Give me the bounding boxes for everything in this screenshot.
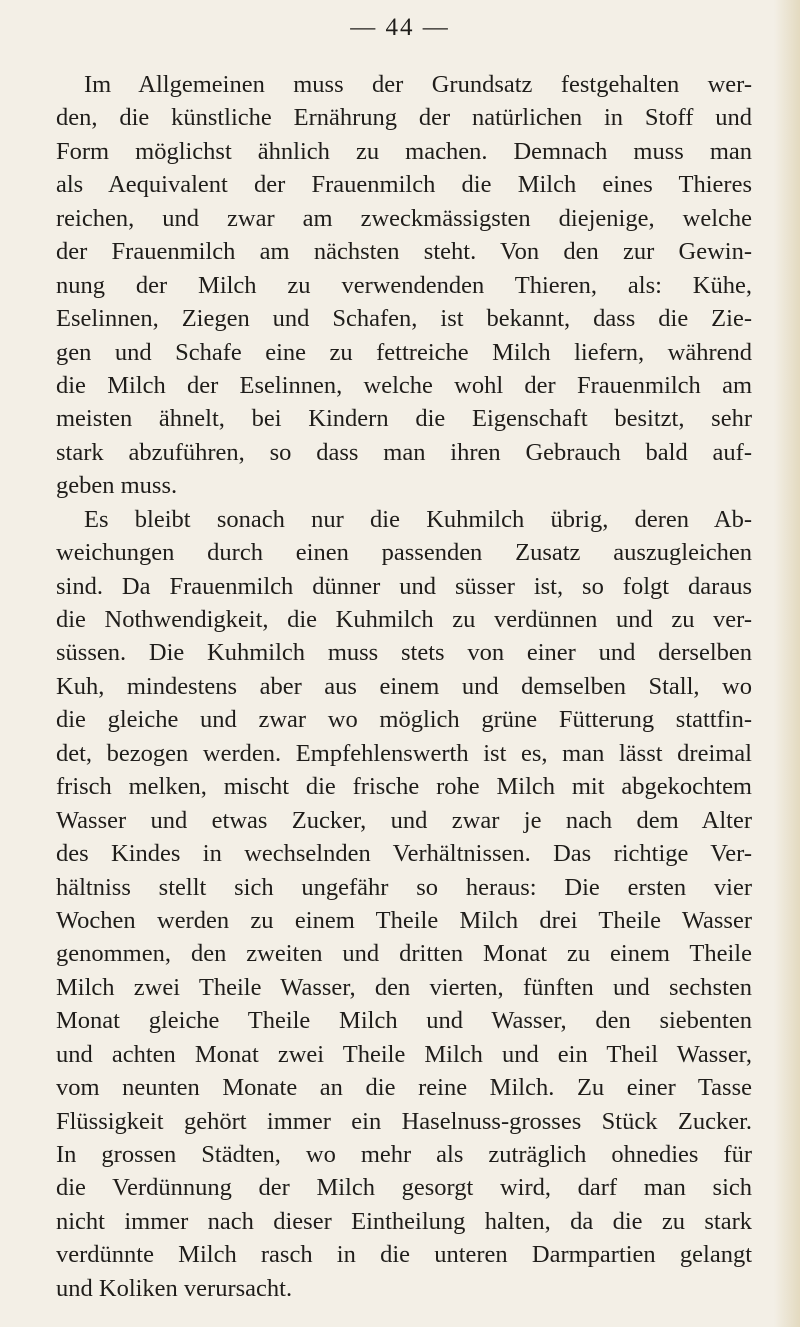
text-line: sind. Da Frauenmilch dünner und süsser ist, so folgt daraus	[56, 572, 752, 600]
text-line: der Frauenmilch am nächsten steht. Von den zur Gewin-	[56, 238, 752, 266]
text-line: gen und Schafe eine zu fettreiche Milch liefern, während	[56, 338, 752, 366]
page-number: — 44 —	[350, 14, 450, 41]
text-line: reichen, und zwar am zweckmässigsten diejenige, welche	[56, 204, 752, 232]
text-line: Monat gleiche Theile Milch und Wasser, den siebenten	[56, 1007, 752, 1035]
text-line: det, bezogen werden. Empfehlenswerth ist es, man lässt dreimal	[56, 739, 752, 767]
text-line: Es bleibt sonach nur die Kuhmilch übrig, deren Ab-	[84, 505, 752, 533]
text-line: frisch melken, mischt die frische rohe Milch mit abgekochtem	[56, 773, 752, 801]
text-line: die Verdünnung der Milch gesorgt wird, darf man sich	[56, 1174, 752, 1202]
text-line: In grossen Städten, wo mehr als zuträglich ohnedies für	[56, 1141, 752, 1168]
text-line: Kuh, mindestens aber aus einem und demselben Stall, wo	[56, 672, 752, 700]
text-line: hältniss stellt sich ungefähr so heraus: Die ersten vier	[56, 873, 752, 901]
text-line: weichungen durch einen passenden Zusatz auszugleichen	[56, 539, 752, 567]
text-line: verdünnte Milch rasch in die unteren Darmpartien gelangt	[56, 1241, 752, 1269]
text-line: geben muss.	[56, 472, 178, 500]
text-line: nicht immer nach dieser Eintheilung halten, da die zu stark	[56, 1207, 752, 1235]
body-text	[56, 68, 752, 1305]
text-line: als Aequivalent der Frauenmilch die Milch eines Thieres	[56, 171, 752, 199]
text-line: die Milch der Eselinnen, welche wohl der Frauenmilch am	[56, 371, 752, 399]
text-line: Form möglichst ähnlich zu machen. Demnach muss man	[56, 137, 752, 165]
text-line: Im Allgemeinen muss der Grundsatz festgehalten wer-	[84, 71, 752, 98]
text-line: Wochen werden zu einem Theile Milch drei Theile Wasser	[56, 906, 752, 934]
text-line: meisten ähnelt, bei Kindern die Eigenschaft besitzt, sehr	[56, 405, 752, 433]
text-line: vom neunten Monate an die reine Milch. Zu einer Tasse	[56, 1074, 752, 1102]
text-line: genommen, den zweiten und dritten Monat zu einem Theile	[56, 940, 752, 968]
text-line: die gleiche und zwar wo möglich grüne Fütterung stattfin-	[56, 706, 752, 734]
text-line: Eselinnen, Ziegen und Schafen, ist bekannt, dass die Zie-	[56, 305, 752, 333]
paragraph-2	[56, 503, 752, 1306]
text-line: und achten Monat zwei Theile Milch und ein Theil Wasser,	[56, 1040, 752, 1068]
text-line: und Koliken verursacht.	[56, 1274, 293, 1302]
text-line: nung der Milch zu verwendenden Thieren, als: Kühe,	[56, 271, 752, 299]
text-line: den, die künstliche Ernährung der natürlichen in Stoff und	[56, 104, 752, 132]
text-line: Wasser und etwas Zucker, und zwar je nach dem Alter	[56, 806, 752, 834]
text-line: süssen. Die Kuhmilch muss stets von einer und derselben	[56, 639, 752, 667]
text-line: des Kindes in wechselnden Verhältnissen. Das richtige Ver-	[56, 840, 752, 868]
text-line: Milch zwei Theile Wasser, den vierten, fünften und sechsten	[56, 973, 752, 1001]
text-line: stark abzuführen, so dass man ihren Gebrauch bald auf-	[56, 438, 752, 466]
text-line: die Nothwendigkeit, die Kuhmilch zu verdünnen und zu ver-	[56, 606, 752, 633]
page-edge-shadow	[774, 0, 800, 1327]
text-line: Flüssigkeit gehört immer ein Haselnuss-grosses Stück Zucker.	[56, 1107, 752, 1135]
paragraph-1	[56, 68, 752, 503]
